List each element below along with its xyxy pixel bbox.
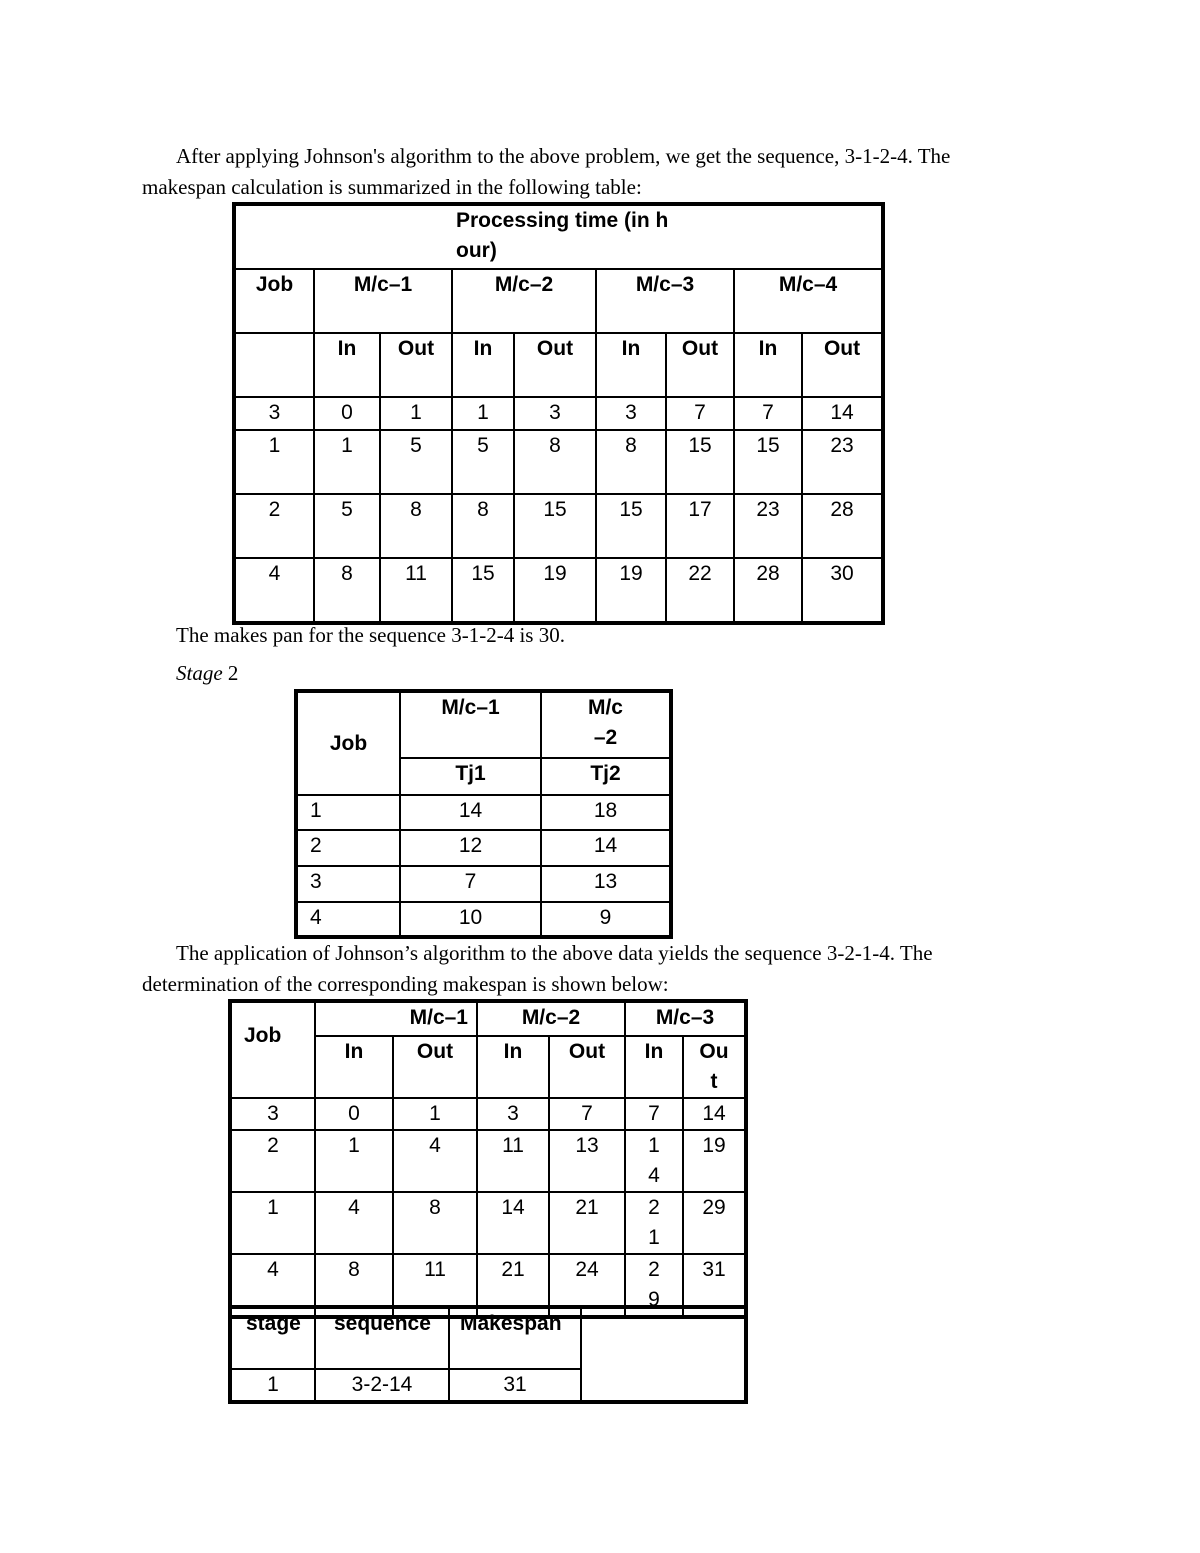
table1-cell: 15 <box>596 494 666 558</box>
table1-cell: 14 <box>802 397 882 430</box>
table1-cell: 1 <box>235 430 314 494</box>
table1-sub-in: In <box>452 333 514 397</box>
table2-cell: 13 <box>541 866 670 902</box>
table3-machine-1-header: M/c–1 <box>315 1002 477 1036</box>
table3-cell: 4 <box>315 1192 393 1254</box>
table-row <box>231 1098 745 1130</box>
table1-cell: 8 <box>314 558 380 622</box>
table1-cell: 15 <box>734 430 802 494</box>
table1-machine-1-header: M/c–1 <box>314 269 452 333</box>
table1-machine-2-header: M/c–2 <box>452 269 596 333</box>
table1-cell: 17 <box>666 494 734 558</box>
application-paragraph <box>142 938 1142 1000</box>
table3-cell: 0 <box>315 1098 393 1130</box>
table-row <box>235 494 882 558</box>
intro-paragraph <box>142 141 1142 203</box>
makespan-table-seq-3124 <box>234 204 883 623</box>
summary-stage-value: 1 <box>231 1369 315 1401</box>
table1-cell: 8 <box>596 430 666 494</box>
table-row <box>231 1192 745 1254</box>
table3-cell: 19 <box>683 1130 745 1192</box>
application-line-1: The application of Johnson’s algorithm to the above data yields the sequence 3-2-1-4. The <box>176 941 933 965</box>
table3-cell: 24 <box>549 1254 625 1316</box>
table3-sub-out: Out <box>393 1036 477 1098</box>
table3-job-header: Job <box>231 1002 315 1098</box>
table3-cell: 11 <box>477 1130 549 1192</box>
table3-machine-2-header: M/c–2 <box>477 1002 625 1036</box>
table3-cell: 1 <box>393 1098 477 1130</box>
table1-cell: 7 <box>666 397 734 430</box>
table2-cell: 4 <box>297 902 400 936</box>
table2-cell: 1 <box>297 795 400 830</box>
table3-cell: 21 <box>625 1192 683 1254</box>
table3-cell: 3 <box>477 1098 549 1130</box>
table1-cell: 4 <box>235 558 314 622</box>
table1-cell: 15 <box>452 558 514 622</box>
table1-cell: 0 <box>314 397 380 430</box>
table1-cell: 5 <box>380 430 452 494</box>
table1-machine-3-header: M/c–3 <box>596 269 734 333</box>
table3-cell: 2 <box>231 1130 315 1192</box>
table1-title: Processing time (in hour) <box>235 205 882 269</box>
table1-cell: 19 <box>514 558 596 622</box>
table1-machine-4-header: M/c–4 <box>734 269 882 333</box>
table3-cell: 29 <box>683 1192 745 1254</box>
table-row <box>297 830 670 866</box>
table1-cell: 28 <box>734 558 802 622</box>
table1-cell: 5 <box>314 494 380 558</box>
table3-cell: 13 <box>549 1130 625 1192</box>
table1-cell: 8 <box>380 494 452 558</box>
table1-sub-out: Out <box>380 333 452 397</box>
table3-sub-out: Out <box>683 1036 745 1098</box>
summary-header-stage: stage <box>231 1308 315 1369</box>
table1-cell: 8 <box>452 494 514 558</box>
table2-sub-tj2: Tj2 <box>541 758 670 795</box>
table1-sub-out: Out <box>514 333 596 397</box>
table3-cell: 29 <box>625 1254 683 1316</box>
table2-machine-2-header: M/c–2 <box>541 692 670 758</box>
table3-cell: 4 <box>393 1130 477 1192</box>
table3-sub-out: Out <box>549 1036 625 1098</box>
table2-cell: 9 <box>541 902 670 936</box>
table1-sub-out: Out <box>802 333 882 397</box>
table-row <box>297 902 670 936</box>
intro-line-1: After applying Johnson's algorithm to the above problem, we get the sequence, 3-1-2-4. The <box>176 144 951 168</box>
table1-sub-in: In <box>734 333 802 397</box>
table3-cell: 21 <box>477 1254 549 1316</box>
stage-label-word: Stage <box>176 661 223 685</box>
table1-cell: 15 <box>514 494 596 558</box>
table1-cell: 23 <box>734 494 802 558</box>
table1-cell: 8 <box>514 430 596 494</box>
table1-cell: 3 <box>235 397 314 430</box>
table1-empty-cell <box>235 333 314 397</box>
table3-cell: 7 <box>625 1098 683 1130</box>
table3-cell: 7 <box>549 1098 625 1130</box>
table2-cell: 3 <box>297 866 400 902</box>
table3-cell: 11 <box>393 1254 477 1316</box>
table1-cell: 28 <box>802 494 882 558</box>
table1-cell: 22 <box>666 558 734 622</box>
table2-machine-1-header: M/c–1 <box>400 692 541 758</box>
table3-cell: 4 <box>231 1254 315 1316</box>
table1-cell: 30 <box>802 558 882 622</box>
table3-cell: 21 <box>549 1192 625 1254</box>
summary-header-makespan: Makespan <box>449 1308 581 1369</box>
table1-cell: 23 <box>802 430 882 494</box>
table1-cell: 2 <box>235 494 314 558</box>
table1-cell: 5 <box>452 430 514 494</box>
table3-sub-in: In <box>625 1036 683 1098</box>
table-row <box>235 397 882 430</box>
table1-cell: 1 <box>314 430 380 494</box>
summary-table <box>230 1307 746 1402</box>
table2-cell: 12 <box>400 830 541 866</box>
table-row <box>235 430 882 494</box>
table3-sub-in: In <box>315 1036 393 1098</box>
table2-cell: 10 <box>400 902 541 936</box>
stage-2-label <box>176 658 238 689</box>
table1-cell: 11 <box>380 558 452 622</box>
table3-cell: 1 <box>231 1192 315 1254</box>
intro-line-2: makespan calculation is summarized in the following table: <box>142 175 642 199</box>
table3-machine-3-header: M/c–3 <box>625 1002 745 1036</box>
application-line-2: determination of the corresponding makespan is shown below: <box>142 972 669 996</box>
table-row <box>231 1130 745 1192</box>
table3-cell: 8 <box>393 1192 477 1254</box>
summary-header-sequence: sequence <box>315 1308 449 1369</box>
table3-cell: 14 <box>477 1192 549 1254</box>
table3-sub-in: In <box>477 1036 549 1098</box>
makespan-note: The makes pan for the sequence 3-1-2-4 is 30. <box>176 623 565 647</box>
table1-cell: 3 <box>514 397 596 430</box>
makespan-table-seq-3214 <box>230 1001 746 1317</box>
table1-cell: 15 <box>666 430 734 494</box>
table1-cell: 1 <box>380 397 452 430</box>
table1-cell: 3 <box>596 397 666 430</box>
table1-sub-in: In <box>596 333 666 397</box>
table1-job-header: Job <box>235 269 314 333</box>
table3-cell: 14 <box>625 1130 683 1192</box>
table2-cell: 14 <box>541 830 670 866</box>
summary-makespan-value: 31 <box>449 1369 581 1401</box>
table3-cell: 14 <box>683 1098 745 1130</box>
table1-cell: 7 <box>734 397 802 430</box>
table3-cell: 31 <box>683 1254 745 1316</box>
stage-2-processing-table <box>296 691 671 937</box>
table1-sub-in: In <box>314 333 380 397</box>
table1-sub-out: Out <box>666 333 734 397</box>
table3-cell: 3 <box>231 1098 315 1130</box>
table1-cell: 1 <box>452 397 514 430</box>
table-row <box>297 866 670 902</box>
table2-cell: 18 <box>541 795 670 830</box>
table-row <box>297 795 670 830</box>
stage-label-number: 2 <box>227 661 239 685</box>
table-row <box>235 558 882 622</box>
table2-cell: 2 <box>297 830 400 866</box>
table2-sub-tj1: Tj1 <box>400 758 541 795</box>
table2-cell: 14 <box>400 795 541 830</box>
table3-cell: 1 <box>315 1130 393 1192</box>
table2-cell: 7 <box>400 866 541 902</box>
table3-cell: 8 <box>315 1254 393 1316</box>
summary-empty-cell <box>581 1308 745 1401</box>
summary-sequence-value: 3-2-14 <box>315 1369 449 1401</box>
table1-cell: 19 <box>596 558 666 622</box>
table2-job-header: Job <box>297 692 400 795</box>
